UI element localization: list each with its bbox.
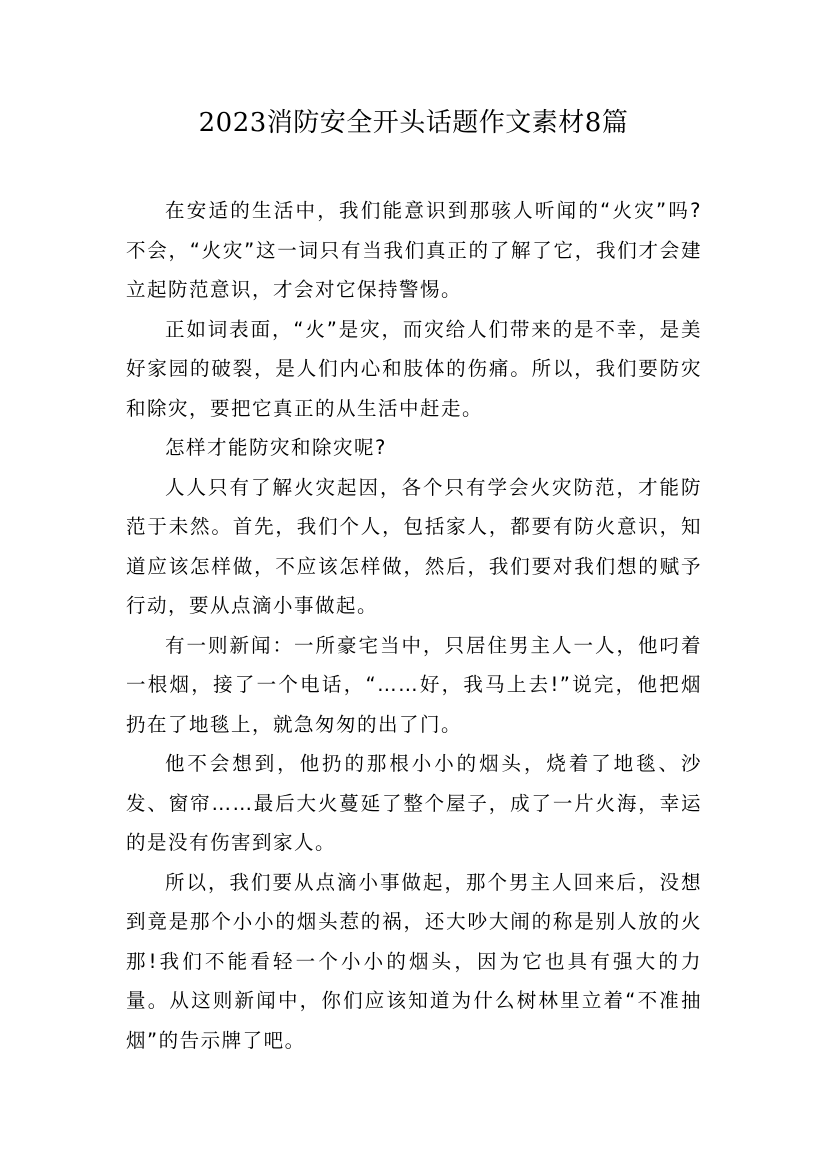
paragraph: 人人只有了解火灾起因，各个只有学会火灾防范，才能防范于未然。首先，我们个人，包括家人，都要有防火意识，知道应该怎样做，不应该怎样做，然后，我们要对我们想的赋予行动，要从点滴小事做起。 [126, 475, 702, 617]
paragraph: 他不会想到，他扔的那根小小的烟头，烧着了地毯、沙发、窗帘……最后大火蔓延了整个屋子，成了一片火海，幸运的是没有伤害到家人。 [126, 752, 702, 854]
document-title: 2023消防安全开头话题作文素材8篇 [198, 108, 629, 138]
paragraph: 在安适的生活中，我们能意识到那骇人听闻的“火灾”吗?不会，“火灾”这一词只有当我们真正的了解了它，我们才会建立起防范意识，才会对它保持警惕。 [126, 199, 702, 301]
document-body [126, 191, 702, 1060]
paragraph: 正如词表面，“火”是灾，而灾给人们带来的是不幸，是美好家园的破裂，是人们内心和肢体的伤痛。所以，我们要防灾和除灾，要把它真正的从生活中赶走。 [126, 317, 702, 420]
paragraph: 有一则新闻：一所豪宅当中，只居住男主人一人，他叼着一根烟，接了一个电话，“……好，我马上去!”说完，他把烟扔在了地毯上，就急匆匆的出了门。 [126, 633, 702, 736]
paragraph: 所以，我们要从点滴小事做起，那个男主人回来后，没想到竟是那个小小的烟头惹的祸，还大吵大闹的称是别人放的火那!我们不能看轻一个小小的烟头，因为它也具有强大的力量。从这则新闻中，你们应该知道为什么树林里立着“不准抽烟”的告示牌了吧。 [126, 870, 702, 1052]
paragraph: 怎样才能防灾和除灾呢? [165, 436, 387, 459]
